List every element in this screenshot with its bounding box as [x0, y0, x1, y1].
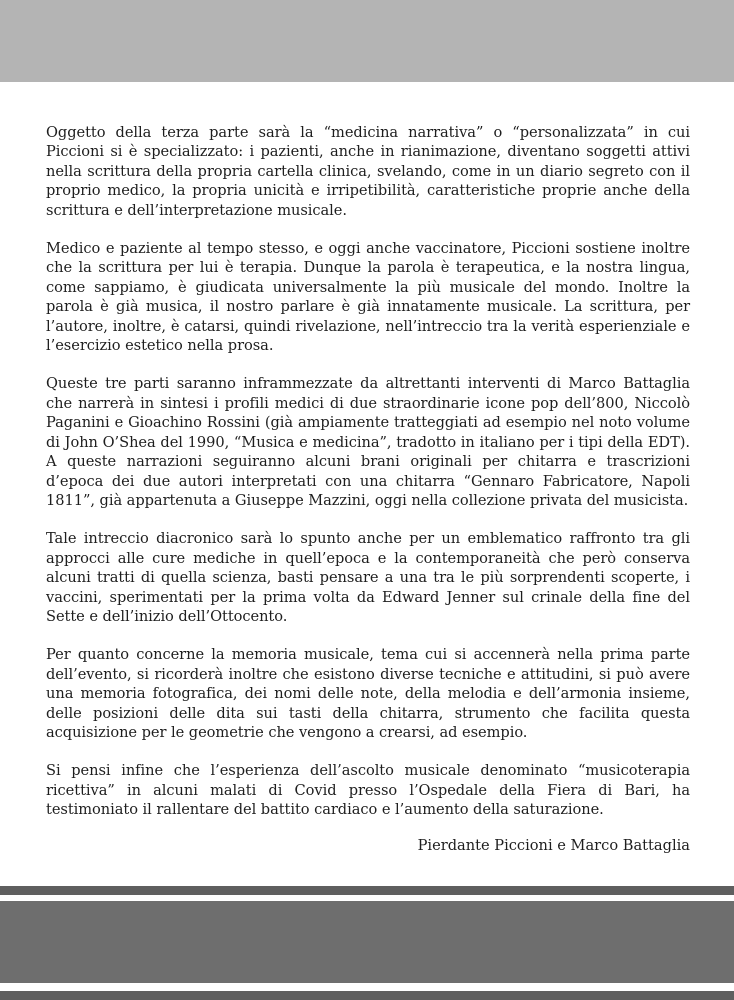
body-text [46, 123, 690, 839]
paragraph-intreccio-diacronico: Tale intreccio diacronico sarà lo spunto anche per un emblematico raffronto tra gli approcci alle cure mediche in quell’epoca e la contemporaneità che però conserva alcuni tratti di quella scienza, basti pensare a una tra le più sorprendenti scoperte, i vaccini, sperimentati per la prima volta da Edward Jenner sul crinale della fine del Sette e dell’inizio dell’Ottocento. [46, 530, 690, 625]
paragraph-interventi-battaglia: Queste tre parti saranno inframmezzate da altrettanti interventi di Marco Battaglia che narrerà in sintesi i profili medici di due straordinarie icone pop dell’800, Niccolò Paganini e Gioachino Rossini (già ampiamente tratteggiati ad esempio nel noto volume di John O’Shea del 1990, “Musica e medicina”, tradotto in italiano per i tipi della EDT). A queste narrazioni seguiranno alcuni brani originali per chitarra e trascrizioni d’epoca dei due autori interpretati con una chitarra “Gennaro Fabricatore, Napoli 1811”, già appartenuta a Giuseppe Mazzini, oggi nella collezione privata del musicista. [46, 375, 690, 509]
paragraph-scrittura-terapia: Medico e paziente al tempo stesso, e oggi anche vaccinatore, Piccioni sostiene inoltre che la scrittura per lui è terapia. Dunque la parola è terapeutica, e la nostra lingua, come sappiamo, è giudicata universalmente la più musicale del mondo. Inoltre la parola è già musica, il nostro parlare è già innatamente musicale. La scrittura, per l’autore, inoltre, è catarsi, quindi rivelazione, nell’intreccio tra la verità esperienziale e l’esercizio estetico nella prosa. [46, 240, 690, 355]
author-signature: Pierdante Piccioni e Marco Battaglia [417, 837, 690, 854]
paragraph-medicina-narrativa: Oggetto della terza parte sarà la “medicina narrativa” o “personalizzata” in cui Piccioni si è specializzato: i pazienti, anche in rianimazione, diventano soggetti attivi nella scrittura della propria cartella clinica, svelando, come in un diario segreto con il proprio medico, la propria unicità e irripetibilità, caratteristiche proprie anche della scrittura e dell’interpretazione musicale. [46, 124, 690, 219]
paragraph-memoria-musicale: Per quanto concerne la memoria musicale, tema cui si accennerà nella prima parte dell’evento, si ricorderà inoltre che esistono diverse tecniche e attitudini, si può avere una memoria fotografica, dei nomi delle note, della melodia e dell’armonia insieme, delle posizioni delle dita sui tasti della chitarra, strumento che facilita questa acquisizione per le geometrie che vengono a crearsi, ad esempio. [46, 646, 690, 741]
paragraph-musicoterapia: Si pensi infine che l’esperienza dell’ascolto musicale denominato “musicoterapia ricettiva” in alcuni malati di Covid presso l’Ospedale della Fiera di Bari, ha testimoniato il rallentare del battito cardiaco e l’aumento della saturazione. [46, 762, 690, 819]
footer-band [0, 901, 734, 983]
footer-stripe-bottom [0, 991, 734, 1000]
footer-stripe-top [0, 886, 734, 895]
header-band [0, 0, 734, 82]
